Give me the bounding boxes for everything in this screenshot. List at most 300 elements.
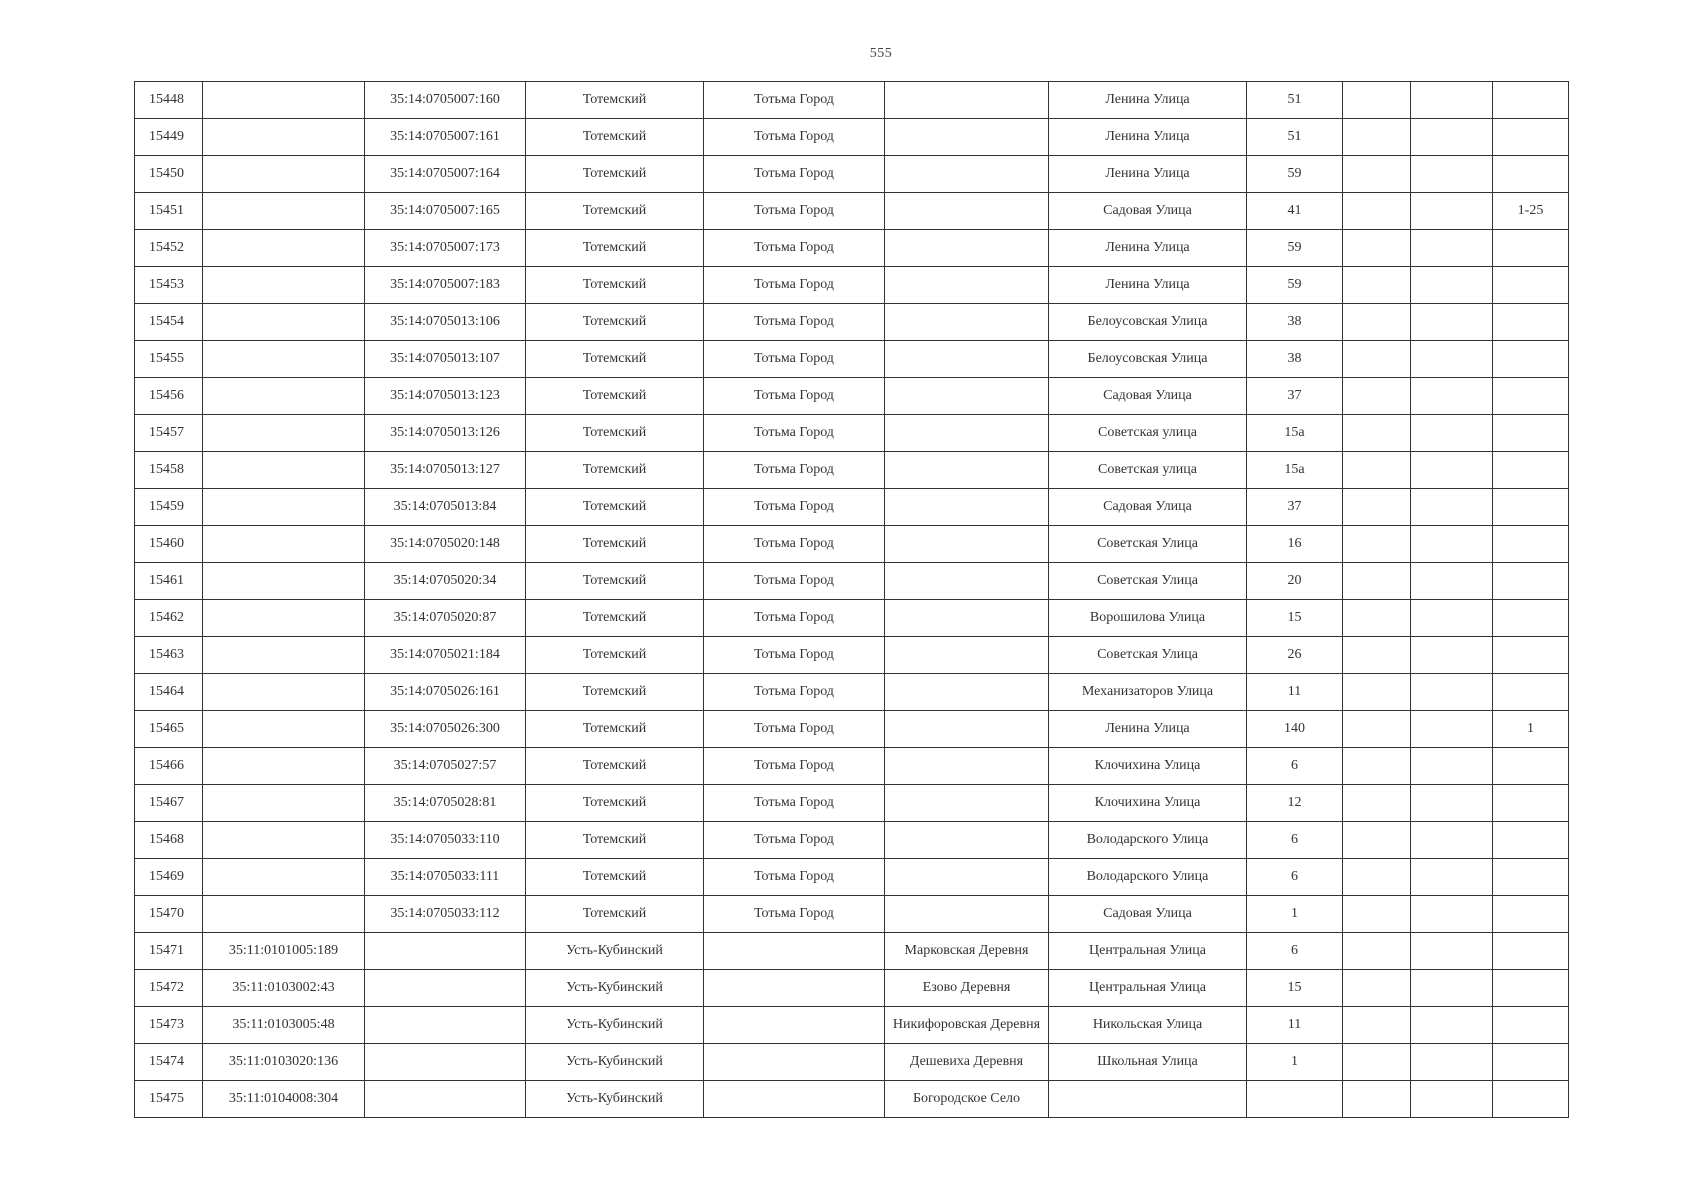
cell-apartment [1493,600,1569,637]
cell-locality [885,859,1049,896]
cell-record-number: 15469 [135,859,203,896]
cell-cadastral-number-b: 35:14:0705013:126 [365,415,526,452]
cell-city: Тотьма Город [704,822,885,859]
cell-record-number: 15467 [135,785,203,822]
cell-apartment [1493,82,1569,119]
cell-cadastral-number-a: 35:11:0103002:43 [203,970,365,1007]
cell-city: Тотьма Город [704,526,885,563]
cell-cadastral-number-b: 35:14:0705026:300 [365,711,526,748]
cell-house: 12 [1247,785,1343,822]
cell-cadastral-number-a [203,896,365,933]
cell-cadastral-number-a [203,378,365,415]
cell-building [1343,156,1411,193]
cell-building [1343,859,1411,896]
cell-city: Тотьма Город [704,304,885,341]
cell-district: Тотемский [526,822,704,859]
cell-cadastral-number-b: 35:14:0705020:34 [365,563,526,600]
cell-locality [885,415,1049,452]
cell-city: Тотьма Город [704,193,885,230]
cell-cadastral-number-b: 35:14:0705013:84 [365,489,526,526]
table-row [135,230,1569,267]
cell-apartment: 1 [1493,711,1569,748]
cell-locality [885,119,1049,156]
cell-record-number: 15457 [135,415,203,452]
cell-house: 11 [1247,674,1343,711]
cell-building [1343,526,1411,563]
cell-record-number: 15450 [135,156,203,193]
cell-street: Советская улица [1049,415,1247,452]
cell-cadastral-number-b: 35:14:0705027:57 [365,748,526,785]
cell-district: Тотемский [526,748,704,785]
cell-house: 37 [1247,489,1343,526]
cell-cadastral-number-a [203,489,365,526]
cell-house: 38 [1247,304,1343,341]
cell-cadastral-number-b: 35:14:0705013:127 [365,452,526,489]
cell-district: Усть-Кубинский [526,970,704,1007]
cell-apartment [1493,526,1569,563]
cell-building [1343,452,1411,489]
cell-district: Тотемский [526,156,704,193]
cell-locality [885,267,1049,304]
cell-cadastral-number-b: 35:14:0705013:123 [365,378,526,415]
cell-building [1343,415,1411,452]
cell-city: Тотьма Город [704,415,885,452]
cell-city [704,970,885,1007]
cell-building [1343,933,1411,970]
cell-city: Тотьма Город [704,896,885,933]
cell-locality [885,489,1049,526]
cell-apartment [1493,1081,1569,1118]
cell-cadastral-number-a [203,859,365,896]
cell-building [1343,674,1411,711]
cell-street: Механизаторов Улица [1049,674,1247,711]
cell-cadastral-number-b: 35:14:0705013:106 [365,304,526,341]
cell-building [1343,711,1411,748]
cell-building [1343,563,1411,600]
cell-locality: Никифоровская Деревня [885,1007,1049,1044]
cell-structure [1411,119,1493,156]
cell-house: 20 [1247,563,1343,600]
cell-building [1343,1081,1411,1118]
cell-district: Тотемский [526,711,704,748]
cell-street: Садовая Улица [1049,489,1247,526]
cell-apartment [1493,748,1569,785]
cell-district: Усть-Кубинский [526,933,704,970]
cell-structure [1411,526,1493,563]
cell-city: Тотьма Город [704,600,885,637]
cell-locality [885,378,1049,415]
cell-house: 6 [1247,748,1343,785]
cell-record-number: 15454 [135,304,203,341]
cell-house: 6 [1247,822,1343,859]
cell-building [1343,267,1411,304]
cell-locality [885,452,1049,489]
cell-cadastral-number-a [203,785,365,822]
cell-record-number: 15452 [135,230,203,267]
cell-cadastral-number-a [203,156,365,193]
cell-city: Тотьма Город [704,119,885,156]
table-row [135,82,1569,119]
table-row [135,341,1569,378]
table-row [135,1044,1569,1081]
cell-apartment [1493,378,1569,415]
cell-structure [1411,489,1493,526]
cell-district: Тотемский [526,341,704,378]
cell-city: Тотьма Город [704,748,885,785]
cell-house: 11 [1247,1007,1343,1044]
cell-locality: Дешевиха Деревня [885,1044,1049,1081]
cell-record-number: 15472 [135,970,203,1007]
cell-district: Тотемский [526,563,704,600]
table-row [135,711,1569,748]
cell-apartment [1493,489,1569,526]
cell-locality: Марковская Деревня [885,933,1049,970]
cell-district: Тотемский [526,896,704,933]
cell-street: Советская улица [1049,452,1247,489]
cell-building [1343,304,1411,341]
cell-cadastral-number-b: 35:14:0705007:173 [365,230,526,267]
cell-locality [885,526,1049,563]
cell-structure [1411,1081,1493,1118]
cell-structure [1411,822,1493,859]
cell-cadastral-number-b: 35:14:0705007:160 [365,82,526,119]
cell-cadastral-number-a [203,452,365,489]
cell-structure [1411,267,1493,304]
cell-city: Тотьма Город [704,230,885,267]
cell-street: Советская Улица [1049,526,1247,563]
cell-apartment [1493,1007,1569,1044]
cell-apartment [1493,822,1569,859]
cell-cadastral-number-a [203,341,365,378]
cell-cadastral-number-a [203,119,365,156]
cell-cadastral-number-b: 35:14:0705007:183 [365,267,526,304]
cell-cadastral-number-b [365,1081,526,1118]
cell-house: 15 [1247,600,1343,637]
cell-record-number: 15466 [135,748,203,785]
cell-record-number: 15470 [135,896,203,933]
cell-city: Тотьма Город [704,711,885,748]
cell-building [1343,637,1411,674]
cell-cadastral-number-a [203,563,365,600]
cell-building [1343,341,1411,378]
cell-house [1247,1081,1343,1118]
cell-locality [885,304,1049,341]
cell-city: Тотьма Город [704,859,885,896]
cell-locality [885,822,1049,859]
table-row [135,637,1569,674]
cell-locality [885,193,1049,230]
cell-city: Тотьма Город [704,82,885,119]
cell-district: Тотемский [526,600,704,637]
cell-locality: Богородское Село [885,1081,1049,1118]
cell-apartment [1493,674,1569,711]
cell-record-number: 15462 [135,600,203,637]
cell-city [704,1044,885,1081]
table-row [135,304,1569,341]
table-row [135,674,1569,711]
table-row [135,1081,1569,1118]
cell-house: 26 [1247,637,1343,674]
cell-record-number: 15465 [135,711,203,748]
cell-city: Тотьма Город [704,674,885,711]
cell-street: Клочихина Улица [1049,785,1247,822]
cell-cadastral-number-b: 35:14:0705033:111 [365,859,526,896]
table-row [135,526,1569,563]
cell-structure [1411,563,1493,600]
cell-house: 51 [1247,82,1343,119]
cell-cadastral-number-a: 35:11:0103020:136 [203,1044,365,1081]
cell-locality [885,341,1049,378]
cell-structure [1411,785,1493,822]
cell-city: Тотьма Город [704,785,885,822]
cell-house: 59 [1247,156,1343,193]
cell-locality [885,156,1049,193]
cell-locality [885,563,1049,600]
cell-locality [885,711,1049,748]
cell-building [1343,822,1411,859]
cell-street: Белоусовская Улица [1049,341,1247,378]
cell-record-number: 15468 [135,822,203,859]
cell-cadastral-number-a [203,526,365,563]
cell-apartment [1493,119,1569,156]
cell-district: Тотемский [526,489,704,526]
table-row [135,600,1569,637]
cell-record-number: 15461 [135,563,203,600]
cell-record-number: 15471 [135,933,203,970]
cell-cadastral-number-a [203,82,365,119]
cell-house: 15 [1247,970,1343,1007]
cell-record-number: 15460 [135,526,203,563]
cell-cadastral-number-b: 35:14:0705007:161 [365,119,526,156]
cell-cadastral-number-a [203,415,365,452]
cell-building [1343,82,1411,119]
cell-apartment [1493,933,1569,970]
cell-building [1343,1007,1411,1044]
cell-cadastral-number-a [203,193,365,230]
cell-record-number: 15474 [135,1044,203,1081]
cell-cadastral-number-a [203,748,365,785]
cell-street: Советская Улица [1049,637,1247,674]
cell-structure [1411,748,1493,785]
cell-city: Тотьма Город [704,341,885,378]
table-row [135,489,1569,526]
cell-city: Тотьма Город [704,156,885,193]
cell-building [1343,230,1411,267]
cell-locality [885,82,1049,119]
cell-apartment [1493,637,1569,674]
cell-structure [1411,896,1493,933]
cell-structure [1411,970,1493,1007]
cell-street: Садовая Улица [1049,896,1247,933]
cell-structure [1411,637,1493,674]
cell-city [704,1081,885,1118]
cell-cadastral-number-b [365,970,526,1007]
cell-house: 59 [1247,230,1343,267]
cell-apartment [1493,563,1569,600]
cell-house: 15а [1247,452,1343,489]
cell-structure [1411,674,1493,711]
cell-street: Ленина Улица [1049,711,1247,748]
cell-structure [1411,933,1493,970]
cell-street: Никольская Улица [1049,1007,1247,1044]
cell-structure [1411,230,1493,267]
cell-building [1343,119,1411,156]
cell-cadastral-number-a [203,822,365,859]
cell-street: Клочихина Улица [1049,748,1247,785]
cell-district: Тотемский [526,82,704,119]
cell-record-number: 15449 [135,119,203,156]
cell-city: Тотьма Город [704,452,885,489]
cell-apartment [1493,896,1569,933]
table-row [135,933,1569,970]
cell-house: 41 [1247,193,1343,230]
cell-district: Тотемский [526,452,704,489]
cell-cadastral-number-a [203,711,365,748]
cell-apartment [1493,1044,1569,1081]
table-row [135,748,1569,785]
cell-house: 51 [1247,119,1343,156]
cell-city: Тотьма Город [704,489,885,526]
cell-street: Садовая Улица [1049,378,1247,415]
table-row [135,896,1569,933]
cell-structure [1411,193,1493,230]
cell-locality [885,674,1049,711]
cell-district: Тотемский [526,267,704,304]
table-body [135,82,1569,1118]
cell-street: Ленина Улица [1049,119,1247,156]
cell-city: Тотьма Город [704,267,885,304]
cell-locality [885,230,1049,267]
cell-cadastral-number-a [203,230,365,267]
cell-structure [1411,378,1493,415]
cell-cadastral-number-b [365,1044,526,1081]
cell-structure [1411,341,1493,378]
cell-record-number: 15464 [135,674,203,711]
cell-street: Ленина Улица [1049,156,1247,193]
cell-apartment [1493,230,1569,267]
table-row [135,156,1569,193]
cell-cadastral-number-b: 35:14:0705028:81 [365,785,526,822]
cell-building [1343,378,1411,415]
cell-cadastral-number-b: 35:14:0705007:165 [365,193,526,230]
cell-cadastral-number-a: 35:11:0103005:48 [203,1007,365,1044]
cell-structure [1411,600,1493,637]
cell-street: Володарского Улица [1049,822,1247,859]
cell-city: Тотьма Город [704,637,885,674]
cell-locality: Езово Деревня [885,970,1049,1007]
cell-district: Тотемский [526,674,704,711]
cell-cadastral-number-a [203,267,365,304]
cell-house: 140 [1247,711,1343,748]
cell-apartment [1493,415,1569,452]
cell-record-number: 15456 [135,378,203,415]
cell-cadastral-number-b: 35:14:0705026:161 [365,674,526,711]
cell-district: Тотемский [526,230,704,267]
table-row [135,785,1569,822]
cell-locality [885,896,1049,933]
cell-locality [885,748,1049,785]
cell-structure [1411,415,1493,452]
cell-apartment [1493,304,1569,341]
cell-city [704,1007,885,1044]
cell-record-number: 15463 [135,637,203,674]
cell-building [1343,970,1411,1007]
cell-cadastral-number-b: 35:14:0705033:110 [365,822,526,859]
cell-street: Ленина Улица [1049,230,1247,267]
cell-city: Тотьма Город [704,563,885,600]
cell-cadastral-number-b [365,933,526,970]
cell-district: Тотемский [526,637,704,674]
cell-street: Центральная Улица [1049,970,1247,1007]
cell-district: Усть-Кубинский [526,1044,704,1081]
cell-street: Ленина Улица [1049,82,1247,119]
cell-locality [885,785,1049,822]
cell-house: 59 [1247,267,1343,304]
cell-cadastral-number-a [203,304,365,341]
cell-cadastral-number-b: 35:14:0705013:107 [365,341,526,378]
table-row [135,563,1569,600]
cell-cadastral-number-a: 35:11:0101005:189 [203,933,365,970]
cell-apartment [1493,452,1569,489]
table-row [135,970,1569,1007]
cell-cadastral-number-b: 35:14:0705021:184 [365,637,526,674]
cell-street: Володарского Улица [1049,859,1247,896]
cell-district: Тотемский [526,119,704,156]
cell-record-number: 15448 [135,82,203,119]
cell-apartment [1493,341,1569,378]
cell-cadastral-number-b: 35:14:0705007:164 [365,156,526,193]
cell-district: Тотемский [526,193,704,230]
data-table-container [134,81,1569,1118]
cell-locality [885,600,1049,637]
table-row [135,452,1569,489]
cell-district: Усть-Кубинский [526,1007,704,1044]
cell-structure [1411,304,1493,341]
cell-district: Тотемский [526,785,704,822]
table-row [135,378,1569,415]
cell-house: 16 [1247,526,1343,563]
cell-apartment: 1-25 [1493,193,1569,230]
cell-cadastral-number-a [203,674,365,711]
cell-house: 38 [1247,341,1343,378]
cell-structure [1411,82,1493,119]
cell-street: Ленина Улица [1049,267,1247,304]
cell-city: Тотьма Город [704,378,885,415]
cell-house: 1 [1247,896,1343,933]
cell-building [1343,748,1411,785]
cell-district: Усть-Кубинский [526,1081,704,1118]
cell-record-number: 15455 [135,341,203,378]
cell-building [1343,489,1411,526]
cell-structure [1411,1044,1493,1081]
cell-house: 15а [1247,415,1343,452]
cell-building [1343,193,1411,230]
cell-structure [1411,859,1493,896]
cell-structure [1411,452,1493,489]
cell-record-number: 15453 [135,267,203,304]
table-row [135,119,1569,156]
cell-structure [1411,711,1493,748]
cell-district: Тотемский [526,378,704,415]
cell-record-number: 15458 [135,452,203,489]
cell-city [704,933,885,970]
cell-apartment [1493,267,1569,304]
cell-apartment [1493,970,1569,1007]
table-row [135,822,1569,859]
address-table [134,81,1569,1118]
table-row [135,859,1569,896]
cell-cadastral-number-b: 35:14:0705020:148 [365,526,526,563]
